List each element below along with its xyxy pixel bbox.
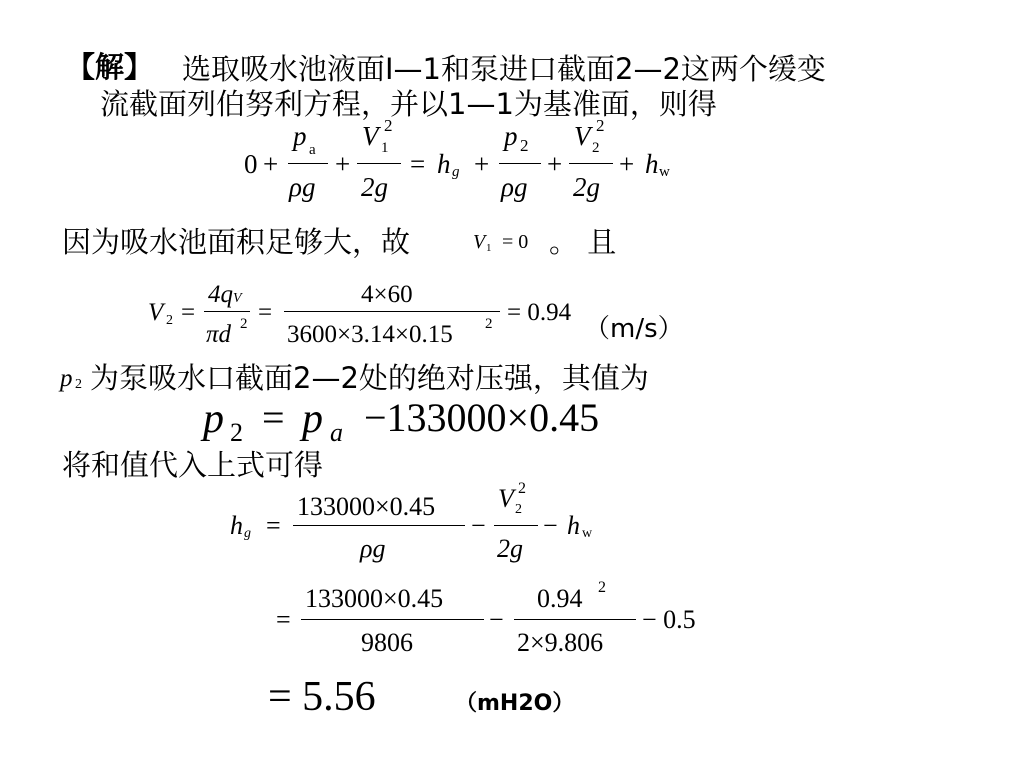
eq1-p2-p: p bbox=[504, 121, 518, 151]
eq4-h: h bbox=[230, 511, 243, 540]
eq1-equals: = bbox=[410, 149, 426, 179]
eq2-num2: 4×60 bbox=[361, 281, 413, 308]
eq2-num1-text: 4q bbox=[208, 281, 233, 308]
eq1-v2-sup: 2 bbox=[596, 116, 605, 135]
eq4-rhog: ρg bbox=[360, 534, 386, 563]
eq1-hg-h: h bbox=[437, 149, 451, 179]
eq1-hw-sub: w bbox=[659, 164, 670, 180]
eq4-hw: h bbox=[567, 511, 580, 540]
eq4-h-sub: g bbox=[244, 526, 251, 541]
eq5-den1: 9806 bbox=[361, 628, 413, 657]
eq1-hg-sub: g bbox=[452, 164, 460, 180]
eq3-pa-sub: a bbox=[330, 418, 343, 447]
paragraph-4: 将和值代入上式可得 bbox=[62, 448, 324, 482]
eq1-pa-sub: a bbox=[309, 142, 316, 158]
eq2-den2: 3600×3.14×0.15 bbox=[287, 321, 453, 348]
eq5-num2-sup: 2 bbox=[598, 579, 606, 596]
eq5-minus: − bbox=[489, 605, 504, 634]
eq1-pa-p: p bbox=[293, 121, 307, 151]
eq4-v2-sup: 2 bbox=[518, 480, 526, 497]
eq4-num1: 133000×0.45 bbox=[297, 492, 436, 521]
paragraph-2-after: 。 且 bbox=[549, 225, 617, 259]
paragraph-3: 为泵吸水口截面2—2处的绝对压强，其值为 bbox=[90, 361, 649, 395]
eq4-equals: = bbox=[266, 511, 281, 540]
eq1-plus-2: + bbox=[335, 149, 351, 179]
eq2-equals-2: = bbox=[258, 299, 273, 326]
eq2-den2-sup: 2 bbox=[485, 316, 493, 332]
eq1-v1-sup: 2 bbox=[384, 116, 393, 135]
eq3-pa: p bbox=[302, 396, 323, 442]
para2-v1-sub: 1 bbox=[486, 242, 492, 254]
eq3-expr: −133000×0.45 bbox=[364, 395, 600, 440]
eq1-plus-5: + bbox=[619, 149, 635, 179]
para3-p-sub: 2 bbox=[75, 377, 82, 392]
eq1-plus-3: + bbox=[474, 149, 490, 179]
eq1-rhog-1: ρg bbox=[289, 172, 316, 202]
eq2-v2: V bbox=[148, 299, 164, 326]
eq1-v2: V bbox=[574, 121, 591, 151]
para2-v1-expr: = 0 bbox=[502, 231, 529, 253]
eq1-v1: V bbox=[362, 121, 379, 151]
eq2-result: = 0.94 bbox=[507, 299, 572, 326]
solution-label: 【解】 bbox=[66, 50, 154, 84]
eq5-num2: 0.94 bbox=[537, 584, 583, 613]
paragraph-line-1: 选取吸水池液面I—1和泵进口截面2—2这两个缓变 bbox=[182, 52, 826, 86]
eq1-v1-sub: 1 bbox=[381, 140, 389, 156]
eq2-unit: （m/s） bbox=[584, 314, 684, 344]
eq1-zero: 0 bbox=[244, 149, 258, 179]
eq2-num1-sub: V bbox=[233, 291, 242, 306]
eq1-plus-1: + bbox=[263, 149, 279, 179]
eq5-frac-bar-2 bbox=[514, 619, 636, 620]
eq4-2g: 2g bbox=[497, 534, 523, 563]
eq1-p2-sub: 2 bbox=[520, 136, 529, 155]
eq1-rhog-2: ρg bbox=[501, 172, 528, 202]
eq5-den2: 2×9.806 bbox=[517, 628, 604, 657]
eq2-v2-sub: 2 bbox=[166, 313, 173, 328]
eq1-hw-h: h bbox=[645, 149, 659, 179]
eq2-equals-1: = bbox=[181, 299, 196, 326]
eq4-minus-2: − bbox=[543, 511, 558, 540]
eq3-p2-sub: 2 bbox=[230, 418, 243, 447]
para3-p: p bbox=[60, 365, 73, 392]
eq4-minus-1: − bbox=[471, 511, 486, 540]
eq5-tail: − 0.5 bbox=[642, 605, 696, 634]
eq3-equals: = bbox=[262, 395, 285, 440]
eq1-v2-sub: 2 bbox=[592, 140, 600, 156]
eq1-2g-2: 2g bbox=[573, 172, 600, 202]
eq5-equals: = bbox=[276, 605, 291, 634]
eq4-hw-sub: w bbox=[582, 526, 593, 541]
paragraph-line-2: 流截面列伯努利方程，并以1—1为基准面，则得 bbox=[100, 87, 717, 121]
final-unit: （mH2O） bbox=[455, 691, 575, 716]
eq1-plus-4: + bbox=[547, 149, 563, 179]
eq5-frac-bar-1 bbox=[301, 619, 484, 620]
final-result: = 5.56 bbox=[268, 674, 376, 720]
eq1-2g-1: 2g bbox=[361, 172, 388, 202]
eq2-den1: πd bbox=[206, 321, 232, 348]
eq3-p2: p bbox=[203, 396, 224, 442]
eq4-v2-sub: 2 bbox=[515, 502, 522, 517]
eq5-num1: 133000×0.45 bbox=[305, 584, 444, 613]
para2-v1-V: V bbox=[473, 231, 486, 253]
eq2-den1-sup: 2 bbox=[240, 316, 248, 332]
paragraph-2-before: 因为吸水池面积足够大，故 bbox=[62, 225, 411, 259]
eq4-v2: V bbox=[498, 484, 514, 513]
